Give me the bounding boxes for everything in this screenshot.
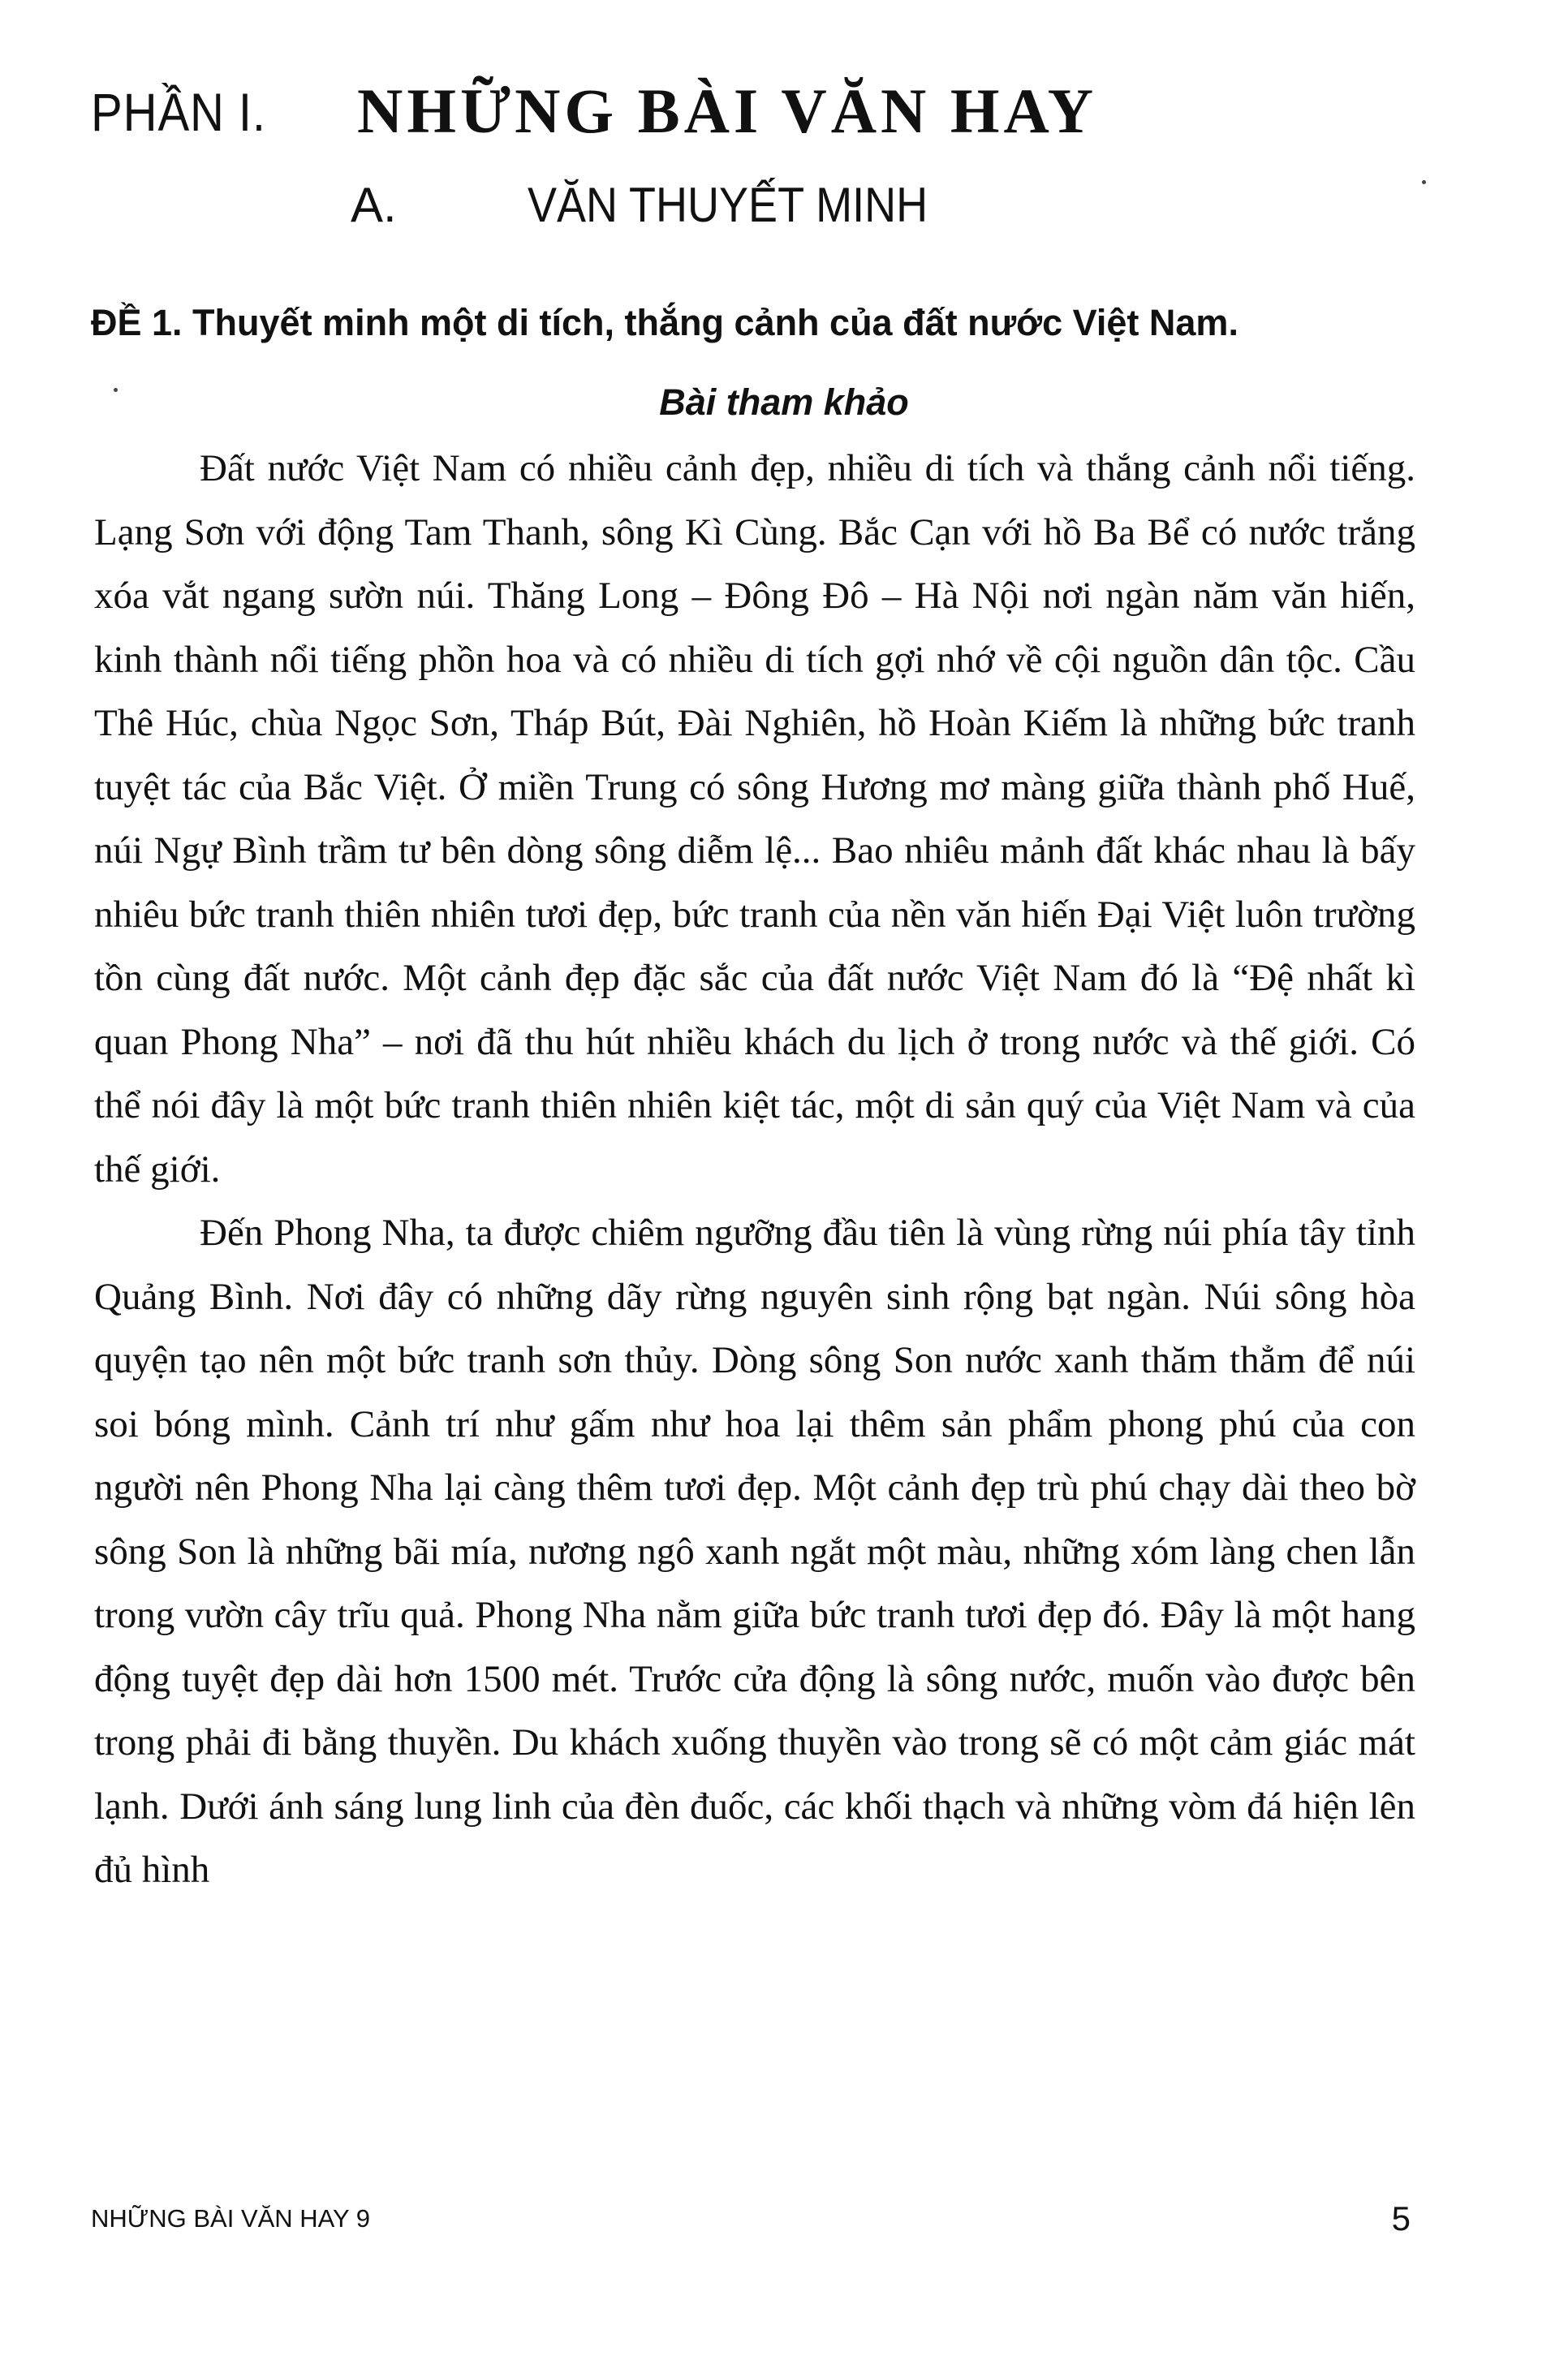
essay-body	[94, 437, 1415, 1902]
reference-heading: Bài tham khảo	[659, 381, 909, 423]
print-speck	[114, 388, 118, 392]
print-speck	[1422, 180, 1426, 184]
exercise-title: ĐỀ 1. Thuyết minh một di tích, thắng cảnh của đất nước Việt Nam.	[91, 302, 1238, 343]
footer-book-title: NHỮNG BÀI VĂN HAY 9	[91, 2204, 371, 2233]
page-number: 5	[1391, 2199, 1411, 2237]
section-letter: A.	[351, 178, 397, 232]
part-label: PHẦN I.	[91, 82, 266, 142]
paragraph-1: Đất nước Việt Nam có nhiều cảnh đẹp, nhiều di tích và thắng cảnh nổi tiếng. Lạng Sơn với động Tam Thanh, sông Kì Cùng. Bắc Cạn với hồ Ba Bể có nước trắng xóa vắt ngang sườn núi. Thăng Long – Đông Đô – Hà Nội nơi ngàn năm văn hiến, kinh thành nổi tiếng phồn hoa và có nhiều di tích gợi nhớ về cội nguồn dân tộc. Cầu Thê Húc, chùa Ngọc Sơn, Tháp Bút, Đài Nghiên, hồ Hoàn Kiếm là những bức tranh tuyệt tác của Bắc Việt. Ở miền Trung có sông Hương mơ màng giữa thành phố Huế, núi Ngự Bình trầm tư bên dòng sông diễm lệ... Bao nhiêu mảnh đất khác nhau là bấy nhiêu bức tranh thiên nhiên tươi đẹp, bức tranh của nền văn hiến Đại Việt luôn trường tồn cùng đất nước. Một cảnh đẹp đặc sắc của đất nước Việt Nam đó là “Đệ nhất kì quan Phong Nha” – nơi đã thu hút nhiều khách du lịch ở trong nước và thế giới. Có thể nói đây là một bức tranh thiên nhiên kiệt tác, một di sản quý của Việt Nam và của thế giới.	[94, 447, 1415, 1191]
part-title: NHỮNG BÀI VĂN HAY	[357, 75, 1098, 146]
section-title: VĂN THUYẾT MINH	[528, 178, 928, 232]
paragraph-2: Đến Phong Nha, ta được chiêm ngưỡng đầu tiên là vùng rừng núi phía tây tỉnh Quảng Bình. Nơi đây có những dãy rừng nguyên sinh rộng bạt ngàn. Núi sông hòa quyện tạo nên một bức tranh sơn thủy. Dòng sông Son nước xanh thăm thẳm để núi soi bóng mình. Cảnh trí như gấm như hoa lại thêm sản phẩm phong phú của con người nên Phong Nha lại càng thêm tươi đẹp. Một cảnh đẹp trù phú chạy dài theo bờ sông Son là những bãi mía, nương ngô xanh ngắt một màu, những xóm làng chen lẫn trong vườn cây trĩu quả. Phong Nha nằm giữa bức tranh tươi đẹp đó. Đây là một hang động tuyệt đẹp dài hơn 1500 mét. Trước cửa động là sông nước, muốn vào được bên trong phải đi bằng thuyền. Du khách xuống thuyền vào trong sẽ có một cảm giác mát lạnh. Dưới ánh sáng lung linh của đèn đuốc, các khối thạch và những vòm đá hiện lên đủ hình	[94, 1212, 1415, 1891]
